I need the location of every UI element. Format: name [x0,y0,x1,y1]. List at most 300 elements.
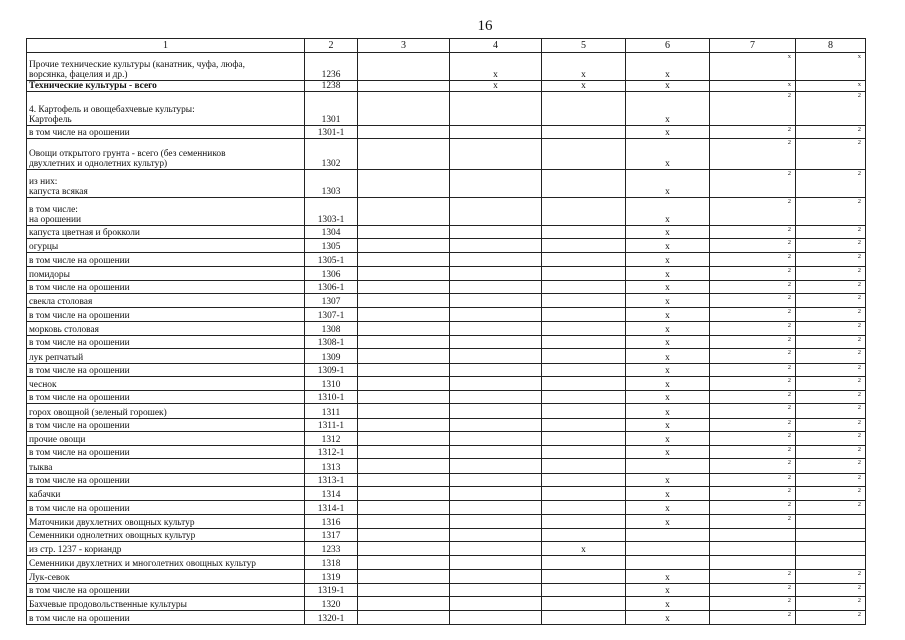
row-cell-col4 [450,459,542,473]
row-cell-col8 [796,418,866,431]
row-cell-col7 [710,125,796,138]
row-cell-col4 [450,308,542,321]
row-name-line: из них: [29,177,58,188]
row-cell-col3 [358,376,450,390]
row-name [27,363,305,376]
row-cell-col7 [710,239,796,253]
row-name-line: морковь столовая [29,324,99,335]
header-cell: 6 [626,39,710,53]
row-code: 1310 [305,376,358,390]
row-cell-col5 [542,528,626,541]
row-name [27,225,305,238]
row-name [27,266,305,280]
superscript-mark: 2 [787,92,791,100]
row-cell-col5 [542,418,626,431]
row-cell-col3 [358,53,450,81]
row-name [27,92,305,126]
row-cell-col6 [626,556,710,569]
row-cell-col3 [358,349,450,363]
row-cell-col3 [358,92,450,126]
row-cell-col7 [710,486,796,500]
row-cell-col5 [542,335,626,348]
row-cell-col5 [542,198,626,226]
row-name-line: в том числе на орошении [29,128,130,139]
row-cell-col5 [542,169,626,198]
row-cell-col6: x [626,53,710,81]
row-cell-col8 [796,125,866,138]
superscript-mark: 2 [857,376,861,384]
row-cell-col7 [710,431,796,445]
row-cell-col4: x [450,53,542,81]
row-cell-col4 [450,92,542,126]
row-cell-col8 [796,53,866,81]
row-cell-col3 [358,431,450,445]
row-cell-col5 [542,266,626,280]
row-cell-col4 [450,404,542,418]
row-cell-col8 [796,459,866,473]
row-cell-col6: x [626,597,710,611]
row-cell-col8 [796,253,866,266]
table-row [27,528,866,541]
row-name [27,404,305,418]
row-cell-col8 [796,611,866,625]
row-cell-col8 [796,321,866,335]
row-cell-col3 [358,198,450,226]
superscript-mark: 2 [787,253,791,261]
row-cell-col5 [542,597,626,611]
row-name-line: прочие овощи [29,435,86,446]
table-row [27,125,866,138]
row-name-line: лук репчатый [29,352,84,363]
superscript-mark: 2 [857,569,861,577]
row-name [27,253,305,266]
row-cell-col5 [542,308,626,321]
row-name [27,514,305,528]
superscript-mark: 2 [857,308,861,316]
row-cell-col6: x [626,169,710,198]
row-cell-col5 [542,404,626,418]
row-cell-col4 [450,139,542,170]
row-cell-col7 [710,225,796,238]
row-cell-col5 [542,569,626,583]
row-name-line: 4. Картофель и овощебахчевые культуры: [29,104,195,115]
row-cell-col6 [626,542,710,556]
superscript-mark: 2 [857,501,861,509]
row-name-line: двухлетних и однолетних культур) [29,158,168,169]
table-row [27,280,866,293]
superscript-mark: 2 [857,169,861,177]
row-name [27,446,305,459]
row-cell-col7 [710,391,796,404]
row-cell-col6: x [626,418,710,431]
row-name [27,528,305,541]
row-name [27,376,305,390]
row-code: 1320-1 [305,611,358,625]
superscript-mark: x [787,80,791,88]
header-cell: 1 [27,39,305,53]
table-row [27,569,866,583]
superscript-mark: 2 [857,583,861,591]
row-cell-col4 [450,501,542,514]
superscript-mark: 2 [857,597,861,605]
row-cell-col7 [710,80,796,91]
superscript-mark: 2 [787,280,791,288]
row-cell-col3 [358,363,450,376]
row-cell-col6: x [626,80,710,91]
row-cell-col7 [710,349,796,363]
row-name-line: из стр. 1237 - кориандр [29,545,122,556]
row-name [27,473,305,486]
superscript-mark: 2 [787,169,791,177]
row-code: 1305 [305,239,358,253]
row-cell-col8 [796,391,866,404]
superscript-mark: 2 [857,611,861,619]
row-code: 1304 [305,225,358,238]
superscript-mark: 2 [857,473,861,481]
row-name [27,418,305,431]
row-cell-col5 [542,376,626,390]
table-row [27,294,866,308]
row-cell-col7 [710,404,796,418]
table-row [27,225,866,238]
data-table [26,38,866,625]
superscript-mark: 2 [787,583,791,591]
row-cell-col3 [358,597,450,611]
row-cell-col6 [626,528,710,541]
row-cell-col8 [796,139,866,170]
row-cell-col8 [796,363,866,376]
row-cell-col5 [542,611,626,625]
superscript-mark: 2 [857,404,861,412]
superscript-mark: 2 [787,363,791,371]
row-cell-col6: x [626,431,710,445]
row-cell-col7 [710,198,796,226]
row-cell-col5 [542,459,626,473]
row-code: 1318 [305,556,358,569]
row-cell-col6: x [626,225,710,238]
row-name-line: горох овощной (зеленый горошек) [29,407,167,418]
header-cell: 2 [305,39,358,53]
row-cell-col6: x [626,363,710,376]
row-code: 1306-1 [305,280,358,293]
row-name [27,139,305,170]
row-cell-col8 [796,349,866,363]
row-cell-col6: x [626,569,710,583]
row-cell-col4 [450,198,542,226]
row-code: 1303-1 [305,198,358,226]
row-cell-col7 [710,308,796,321]
superscript-mark: x [857,80,861,88]
superscript-mark: 2 [787,431,791,439]
row-cell-col3 [358,308,450,321]
row-cell-col8 [796,514,866,528]
row-cell-col3 [358,391,450,404]
row-name-line: в том числе на орошении [29,503,130,514]
row-cell-col3 [358,514,450,528]
superscript-mark: 2 [857,253,861,261]
row-cell-col7 [710,253,796,266]
row-code: 1317 [305,528,358,541]
row-cell-col4 [450,335,542,348]
row-code: 1320 [305,597,358,611]
table-row [27,53,866,81]
superscript-mark: 2 [787,376,791,384]
row-name [27,53,305,81]
row-name [27,280,305,293]
row-code: 1312 [305,431,358,445]
superscript-mark: 2 [857,418,861,426]
superscript-mark: 2 [787,308,791,316]
superscript-mark: x [857,53,861,61]
row-name [27,583,305,596]
row-cell-col7 [710,92,796,126]
row-code: 1319 [305,569,358,583]
row-cell-col3 [358,459,450,473]
row-name-line: свекла столовая [29,297,93,308]
row-cell-col4 [450,266,542,280]
row-cell-col5 [542,321,626,335]
row-cell-col4 [450,569,542,583]
row-cell-col7 [710,569,796,583]
row-cell-col7 [710,363,796,376]
row-cell-col5 [542,446,626,459]
row-code: 1313 [305,459,358,473]
row-cell-col7 [710,473,796,486]
table-body [27,39,866,625]
row-cell-col5 [542,363,626,376]
row-cell-col5 [542,225,626,238]
row-cell-col8 [796,80,866,91]
header-cell: 5 [542,39,626,53]
row-name-line: огурцы [29,242,59,253]
row-cell-col8 [796,376,866,390]
row-cell-col8 [796,446,866,459]
table-row [27,473,866,486]
row-name [27,335,305,348]
superscript-mark: 2 [857,391,861,399]
table-row [27,597,866,611]
row-code: 1308-1 [305,335,358,348]
table-row [27,139,866,170]
row-cell-col5 [542,92,626,126]
row-cell-col6: x [626,253,710,266]
superscript-mark: 2 [787,418,791,426]
row-name [27,569,305,583]
row-code: 1309 [305,349,358,363]
superscript-mark: 2 [787,321,791,329]
table-row [27,376,866,390]
row-name [27,294,305,308]
row-cell-col3 [358,266,450,280]
row-cell-col4 [450,611,542,625]
row-cell-col8 [796,569,866,583]
row-cell-col4 [450,280,542,293]
row-cell-col6: x [626,321,710,335]
row-cell-col8 [796,501,866,514]
row-cell-col3 [358,239,450,253]
row-cell-col6: x [626,583,710,596]
row-cell-col7 [710,53,796,81]
row-name-line: кабачки [29,490,61,501]
row-cell-col7 [710,321,796,335]
row-cell-col4 [450,294,542,308]
row-cell-col8 [796,198,866,226]
row-cell-col8 [796,404,866,418]
row-cell-col4 [450,321,542,335]
row-cell-col4 [450,225,542,238]
row-cell-col5 [542,486,626,500]
row-cell-col7 [710,542,796,556]
row-cell-col6: x [626,294,710,308]
row-cell-col3 [358,294,450,308]
table-row [27,446,866,459]
row-cell-col7 [710,583,796,596]
row-name-line: чеснок [29,380,57,391]
row-cell-col5: x [542,53,626,81]
row-cell-col7 [710,611,796,625]
superscript-mark: 2 [787,501,791,509]
superscript-mark: 2 [787,349,791,357]
row-cell-col6: x [626,198,710,226]
row-cell-col4 [450,169,542,198]
superscript-mark: 2 [857,239,861,247]
row-code: 1310-1 [305,391,358,404]
row-cell-col4 [450,125,542,138]
row-code: 1311 [305,404,358,418]
row-cell-col5 [542,125,626,138]
row-name [27,308,305,321]
row-name-line: Картофель [29,114,72,125]
row-cell-col3 [358,280,450,293]
row-cell-col3 [358,446,450,459]
row-code: 1313-1 [305,473,358,486]
row-cell-col8 [796,486,866,500]
row-name-line: капуста цветная и брокколи [29,228,140,239]
row-name [27,542,305,556]
row-name-line: в том числе на орошении [29,255,130,266]
row-cell-col6: x [626,239,710,253]
superscript-mark: 2 [787,459,791,467]
superscript-mark: 2 [857,125,861,133]
row-cell-col4 [450,583,542,596]
row-name-line: Семенники двухлетних и многолетних овощных культур [29,558,256,569]
row-name-line: Технические культуры - всего [29,81,157,92]
row-cell-col7 [710,597,796,611]
row-name [27,459,305,473]
superscript-mark: 2 [857,198,861,206]
row-code: 1302 [305,139,358,170]
row-cell-col6: x [626,514,710,528]
table-row [27,542,866,556]
row-cell-col5 [542,501,626,514]
superscript-mark: x [787,53,791,61]
row-cell-col6: x [626,308,710,321]
row-cell-col7 [710,139,796,170]
row-name-line: в том числе: [29,204,78,215]
row-cell-col7 [710,418,796,431]
row-name-line: в том числе на орошении [29,338,130,349]
table-row [27,308,866,321]
row-cell-col4 [450,542,542,556]
superscript-mark: 2 [857,459,861,467]
superscript-mark: 2 [787,391,791,399]
superscript-mark: 2 [857,321,861,329]
superscript-mark: 2 [857,294,861,302]
row-name-line: Овощи открытого грунта - всего (без семенников [29,148,226,159]
superscript-mark: 2 [787,198,791,206]
table-row [27,253,866,266]
row-cell-col8 [796,473,866,486]
row-cell-col8 [796,542,866,556]
superscript-mark: 2 [787,569,791,577]
superscript-mark: 2 [787,473,791,481]
superscript-mark: 2 [857,225,861,233]
superscript-mark: 2 [857,486,861,494]
superscript-mark: 2 [857,431,861,439]
row-name-line: в том числе на орошении [29,586,130,597]
row-cell-col6 [626,459,710,473]
row-code: 1309-1 [305,363,358,376]
row-name-line: в том числе на орошении [29,365,130,376]
header-cell: 7 [710,39,796,53]
row-cell-col3 [358,139,450,170]
row-cell-col3 [358,404,450,418]
row-code: 1319-1 [305,583,358,596]
row-cell-col6: x [626,611,710,625]
row-cell-col3 [358,486,450,500]
superscript-mark: 2 [787,514,791,522]
row-name-line: в том числе на орошении [29,393,130,404]
row-cell-col4 [450,391,542,404]
table-row [27,239,866,253]
row-cell-col3 [358,253,450,266]
row-cell-col4: x [450,80,542,91]
row-cell-col6: x [626,376,710,390]
row-name [27,349,305,363]
table-row [27,92,866,126]
row-cell-col5 [542,391,626,404]
row-cell-col6: x [626,280,710,293]
row-name [27,556,305,569]
row-cell-col3 [358,169,450,198]
table-row [27,459,866,473]
header-cell: 3 [358,39,450,53]
row-cell-col8 [796,335,866,348]
table-row [27,198,866,226]
row-cell-col5 [542,239,626,253]
table-row [27,349,866,363]
superscript-mark: 2 [787,486,791,494]
row-cell-col3 [358,418,450,431]
row-name-line: помидоры [29,269,70,280]
row-cell-col4 [450,349,542,363]
row-cell-col3 [358,528,450,541]
superscript-mark: 2 [787,597,791,605]
superscript-mark: 2 [787,225,791,233]
row-cell-col5 [542,294,626,308]
row-name-line: на орошении [29,214,82,225]
row-cell-col5 [542,253,626,266]
table-row [27,169,866,198]
table-row [27,583,866,596]
row-cell-col5: x [542,80,626,91]
row-name-line: в том числе на орошении [29,283,130,294]
header-cell: 8 [796,39,866,53]
row-cell-col6: x [626,349,710,363]
table-row [27,391,866,404]
page-number: 16 [477,18,493,34]
row-cell-col5 [542,431,626,445]
